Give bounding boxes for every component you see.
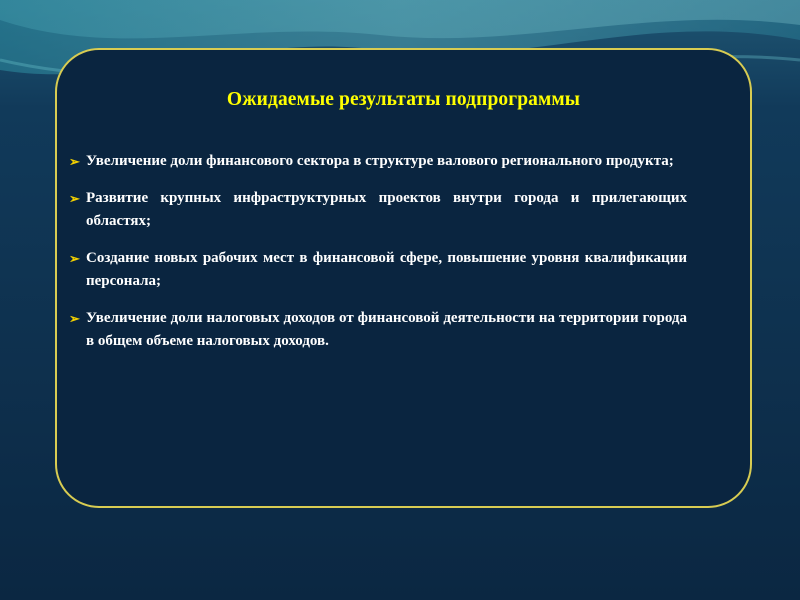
bullet-text: Увеличение доли финансового сектора в структуре валового регионального продукта; xyxy=(86,153,674,169)
arrow-bullet-icon: ➢ xyxy=(69,191,80,206)
slide-title: Ожидаемые результаты подпрограммы xyxy=(226,89,581,110)
bullet-item xyxy=(69,150,687,173)
bullet-text: Увеличение доли налоговых доходов от финансовой деятельности на территории города в общем объеме налоговых доходов. xyxy=(86,310,687,349)
content-panel xyxy=(55,48,752,508)
bullet-text: Развитие крупных инфраструктурных проектов внутри города и прилегающих областях; xyxy=(86,190,687,229)
bullet-list xyxy=(69,150,687,367)
arrow-bullet-icon: ➢ xyxy=(69,311,80,326)
arrow-bullet-icon: ➢ xyxy=(69,154,80,169)
bullet-text: Создание новых рабочих мест в финансовой сфере, повышение уровня квалификации персонала; xyxy=(86,250,687,289)
arrow-bullet-icon: ➢ xyxy=(69,251,80,266)
bullet-item xyxy=(69,307,687,353)
bullet-item xyxy=(69,187,687,233)
bullet-item xyxy=(69,247,687,293)
